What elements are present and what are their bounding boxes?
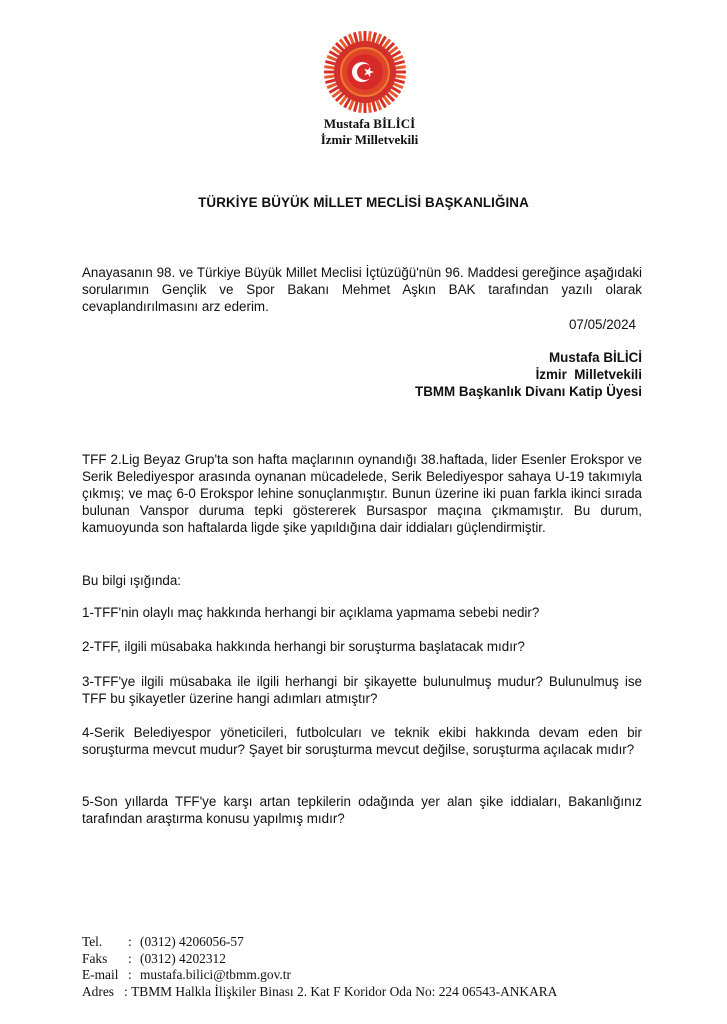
emblem-ray	[349, 100, 353, 110]
emblem-ray	[376, 100, 380, 110]
emblem-ray	[327, 56, 337, 60]
emblem-ray	[369, 31, 370, 42]
document-date: 07/05/2024	[568, 317, 636, 332]
fax-label: Faks	[82, 950, 108, 966]
contact-address-row	[82, 984, 682, 1001]
emblem-ray	[373, 32, 376, 43]
separator: :	[128, 934, 132, 949]
emblem-ray	[354, 101, 357, 112]
tel-value: (0312) 4206056-57	[140, 934, 244, 949]
tel-label: Tel.	[82, 934, 103, 949]
signature-title: İzmir Milletvekili	[535, 367, 642, 382]
tbmm-emblem-icon	[323, 30, 407, 114]
emblem-ray	[349, 34, 353, 44]
question-3: 3-TFF'ye ilgili müsabaka ile ilgili herhangi bir şikayette bulunulmuş mudur? Bulunulmuş ise TFF bu şikayetler üzerine hangi adımları atmıştır?	[82, 674, 642, 706]
lead-paragraph: Bu bilgi ışığında:	[82, 573, 182, 588]
address-label: Adres	[82, 983, 114, 999]
emblem-ray	[327, 83, 337, 87]
question-5: 5-Son yıllarda TFF'ye karşı artan tepkilerin odağında yer alan şike iddiaları, Bakanlığınız tarafından araştırma konusu yapılmış mıdır?	[82, 794, 642, 826]
separator: :	[128, 950, 132, 966]
emblem-ray	[325, 80, 336, 83]
main-paragraph: TFF 2.Lig Beyaz Grup'ta son hafta maçlarının oynandığı 38.haftada, lider Esenler Erokspor ve Serik Belediyespor arasında oynanan mücadelede, Serik Belediyespor sahaya U-19 takımıyla çıkmış; ve maç 6-0 Erokspor lehine sonuçlanmıştır. Bunun üzerine iki puan farkla ikinci sırada bulunan Vanspor duruma tepki göstererek Bursaspor maçına çıkmamıştır. Bu durum, kamuoyunda son haftalarda ligde şike yapıldığına dair iddiaları güçlendirmiştir.	[82, 452, 642, 535]
contact-block	[82, 934, 682, 1000]
emblem-ray	[354, 32, 357, 43]
emblem-ray	[360, 102, 361, 113]
emblem-ray	[394, 80, 405, 83]
emblem-ray	[394, 61, 405, 64]
sender-block	[0, 116, 727, 148]
separator: :	[124, 983, 128, 999]
contact-email-row	[82, 967, 682, 984]
emblem-ray	[395, 76, 406, 77]
question-4: 4-Serik Belediyespor yöneticileri, futbolcuları ve teknik ekibi hakkında devam eden bir soruşturma mevcut mudur? Şayet bir soruşturma mevcut değilse, soruşturma açılacak mıdır?	[82, 725, 642, 757]
address-value: TBMM Halkla İlişkiler Binası 2. Kat F Koridor Oda No: 224 06543-ANKARA	[131, 983, 558, 999]
separator: :	[128, 967, 132, 982]
emblem-ray	[324, 76, 335, 77]
fax-value: (0312) 4202312	[140, 950, 226, 966]
intro-paragraph: Anayasanın 98. ve Türkiye Büyük Millet Meclisi İçtüzüğü'nün 96. Maddesi gereğince aşağıdaki sorularımın Gençlik ve Spor Bakanı Mehmet Aşkın BAK tarafından yazılı olarak cevaplandırılmasını arz ederim.	[82, 265, 642, 314]
email-label: E-mail	[82, 967, 119, 982]
question-2: 2-TFF, ilgili müsabaka hakkında herhangi bir soruşturma başlatacak mıdır?	[82, 639, 525, 654]
emblem-ray	[393, 56, 403, 60]
contact-tel-row	[82, 934, 682, 951]
emblem-ray	[369, 102, 370, 113]
email-value[interactable]: mustafa.bilici@tbmm.gov.tr	[140, 967, 291, 982]
emblem-ray	[395, 67, 406, 68]
sender-name: Mustafa BİLİCİ	[323, 116, 416, 131]
question-1: 1-TFF'nin olaylı maç hakkında herhangi bir açıklama yapmama sebebi nedir?	[82, 605, 540, 620]
emblem-ray	[360, 31, 361, 42]
signature-name: Mustafa BİLİCİ	[549, 350, 642, 365]
sender-title: İzmir Milletvekili	[320, 132, 419, 147]
emblem-ray	[325, 61, 336, 64]
signature-block	[380, 349, 642, 400]
signature-role: TBMM Başkanlık Divanı Katip Üyesi	[415, 384, 642, 399]
emblem-ray	[373, 101, 376, 112]
emblem-ray	[324, 67, 335, 68]
contact-fax-row	[82, 951, 682, 968]
document-heading: TÜRKİYE BÜYÜK MİLLET MECLİSİ BAŞKANLIĞINA	[198, 195, 529, 210]
emblem-ray	[376, 34, 380, 44]
emblem-ray	[393, 83, 403, 87]
